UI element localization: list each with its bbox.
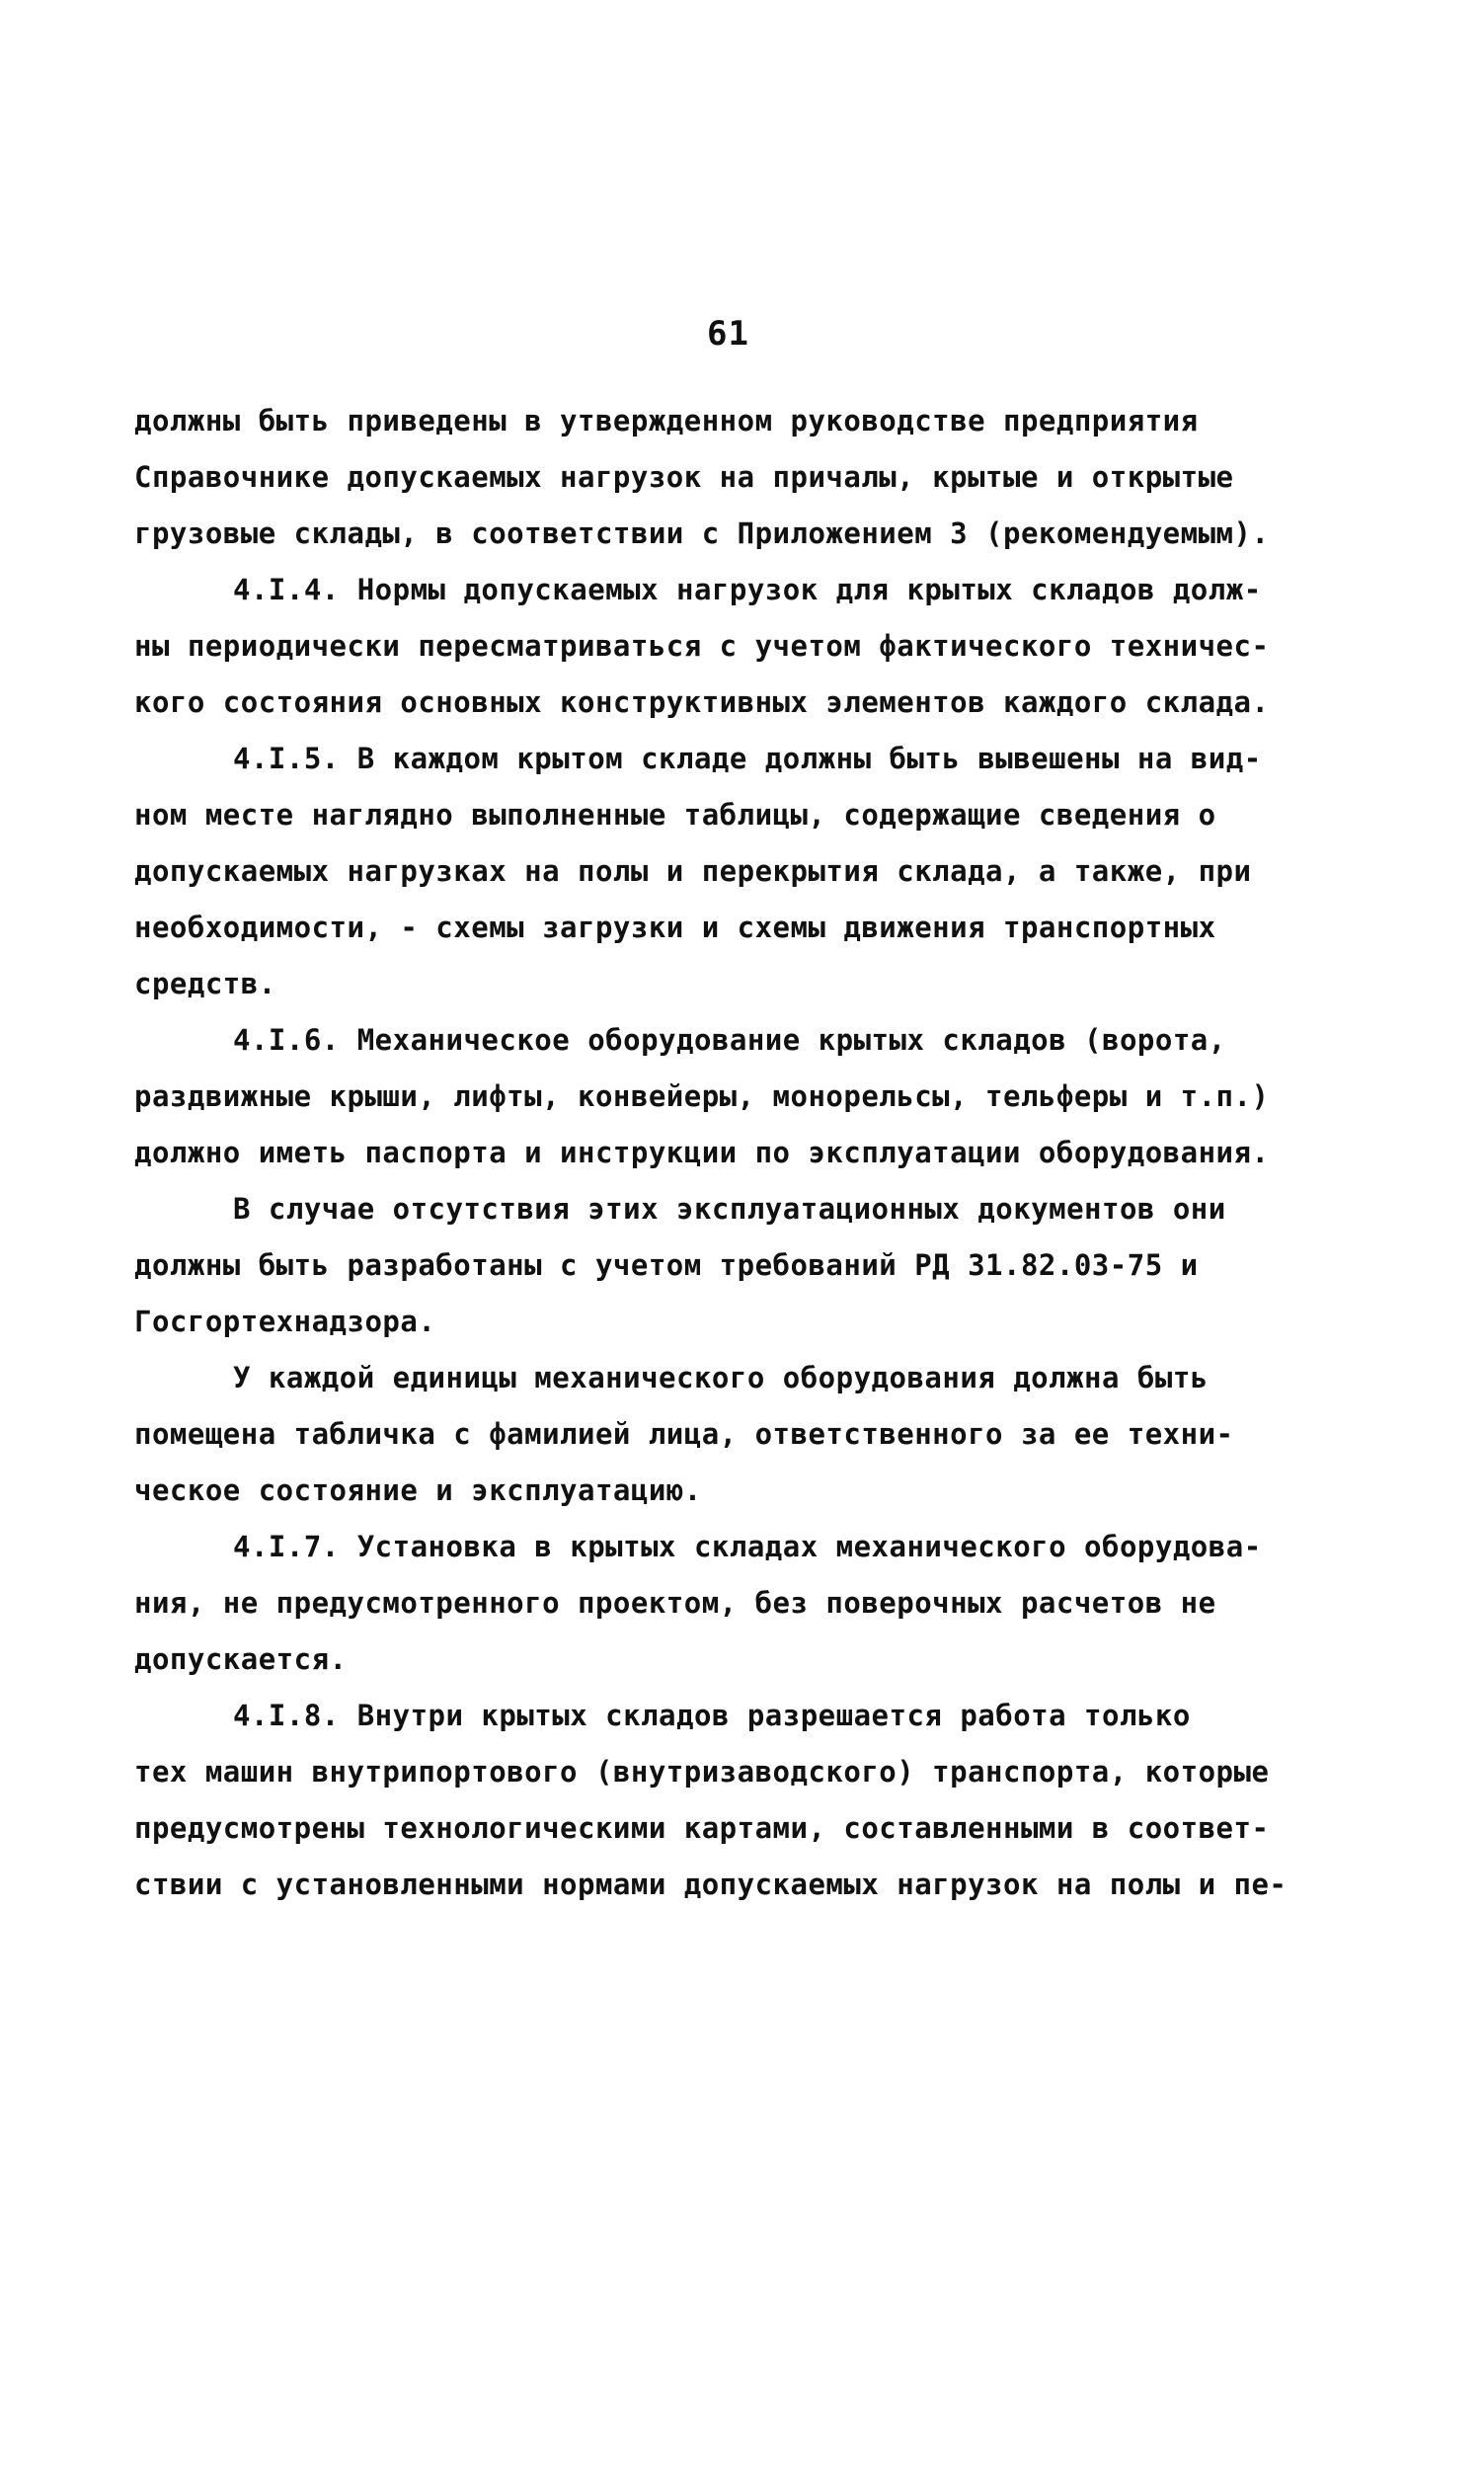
text-line: Госгортехнадзора.: [134, 1305, 436, 1338]
text-line: средств.: [134, 967, 276, 1000]
text-line: грузовые склады, в соответствии с Приложением 3 (рекомендуемым).: [134, 517, 1270, 550]
text-line: ния, не предусмотренного проектом, без поверочных расчетов не: [134, 1586, 1216, 1620]
text-line: ческое состояние и эксплуатацию.: [134, 1473, 702, 1507]
text-line: ном месте наглядно выполненные таблицы, содержащие сведения о: [134, 798, 1216, 832]
text-line: ны периодически пересматриваться с учетом фактического техничес-: [134, 629, 1270, 663]
text-line: предусмотрены технологическими картами, составленными в соответ-: [134, 1811, 1270, 1845]
paragraph-start-line: 4.I.6. Механическое оборудование крытых складов (ворота,: [233, 1023, 1226, 1057]
paragraph-start-line: 4.I.8. Внутри крытых складов разрешается работа только: [233, 1699, 1191, 1732]
text-line: необходимости, - схемы загрузки и схемы движения транспортных: [134, 911, 1216, 944]
text-line: ствии с установленными нормами допускаемых нагрузок на полы и пе-: [134, 1868, 1288, 1901]
paragraph-start-line: В случае отсутствия этих эксплуатационных документов они: [233, 1192, 1226, 1226]
paragraph-start-line: 4.I.4. Нормы допускаемых нагрузок для крытых складов долж-: [233, 573, 1262, 606]
text-line: должны быть приведены в утвержденном руководстве предприятия: [134, 404, 1199, 438]
paragraph-start-line: 4.I.7. Установка в крытых складах механического оборудова-: [233, 1530, 1262, 1563]
text-line: должно иметь паспорта и инструкции по эксплуатации оборудования.: [134, 1136, 1270, 1169]
text-line: раздвижные крыши, лифты, конвейеры, монорельсы, тельферы и т.п.): [134, 1079, 1270, 1113]
document-body: [134, 393, 1378, 1913]
text-line: тех машин внутрипортового (внутризаводского) транспорта, которые: [134, 1755, 1270, 1789]
text-line: кого состояния основных конструктивных элементов каждого склада.: [134, 685, 1270, 719]
text-line: допускаемых нагрузках на полы и перекрытия склада, а также, при: [134, 854, 1252, 888]
text-line: должны быть разработаны с учетом требований РД 31.82.03-75 и: [134, 1248, 1199, 1282]
text-line: помещена табличка с фамилией лица, ответственного за ее техни-: [134, 1417, 1234, 1451]
paragraph-start-line: 4.I.5. В каждом крытом складе должны быть вывешены на вид-: [233, 742, 1262, 775]
text-line: Справочнике допускаемых нагрузок на причалы, крытые и открытые: [134, 460, 1234, 494]
page-number: 61: [707, 314, 749, 354]
text-line: допускается.: [134, 1642, 348, 1676]
paragraph-start-line: У каждой единицы механического оборудования должна быть: [233, 1361, 1209, 1394]
